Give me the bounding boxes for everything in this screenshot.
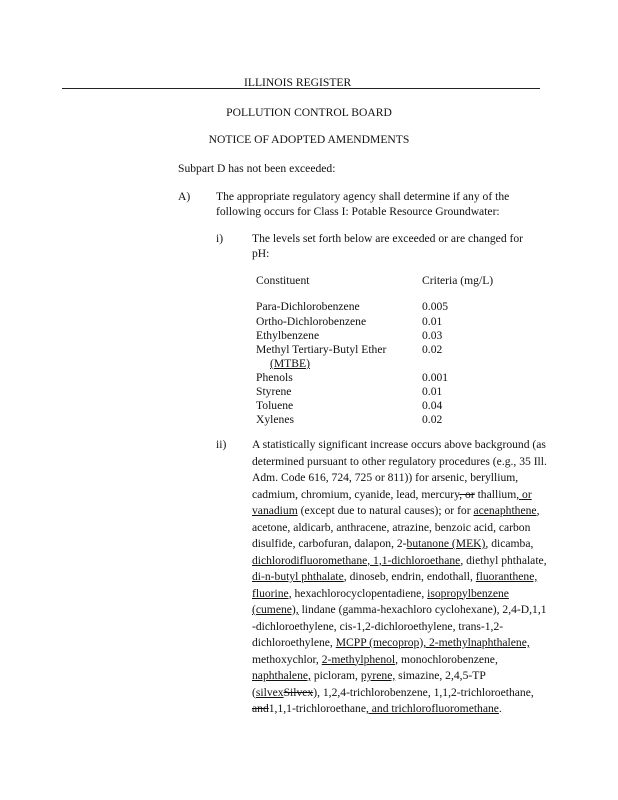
para-ii-inserted: silvex: [255, 685, 284, 699]
para-ii-segment: hexachlorocyclopentadiene,: [291, 586, 428, 600]
para-i-line-1: The levels set forth below are exceeded or are changed for: [252, 232, 524, 245]
para-a-line-1: The appropriate regulatory agency shall determine if any of the: [216, 190, 510, 203]
para-ii-inserted: butanone (MEK): [406, 537, 486, 550]
para-ii-inserted: fluoranthene, fluorine,: [252, 570, 538, 600]
table-row-constituent: Ethylbenzene: [256, 329, 320, 342]
para-a-label: A): [178, 190, 191, 203]
para-ii-inserted: , or vanadium: [252, 487, 532, 517]
para-a-line-2: following occurs for Class I: Potable Resource Groundwater:: [216, 205, 500, 218]
table-row-constituent-cont: (MTBE): [270, 357, 310, 370]
table-row-constituent: Para-Dichlorobenzene: [256, 300, 360, 313]
para-ii-segment: lindane (gamma-hexachloro cyclohexane), 2,4-D,1,1 -dichloroethylene, cis-1,2-dichloroethylene, trans-1,2-dichloroethylene,: [252, 603, 547, 649]
para-ii-segment: .: [498, 702, 502, 715]
para-ii-inserted: MCPP (mecoprop), 2-methylnaphthalene,: [335, 636, 530, 649]
table-row-criteria: 0.04: [422, 399, 443, 412]
para-ii-inserted: isopropylbenzene (cumene),: [252, 586, 509, 616]
para-ii-deleted: Silvex: [283, 685, 314, 699]
para-ii-inserted: 2-methylphenol,: [321, 652, 399, 666]
para-ii-segment: simazine, 2,4,5-TP (: [252, 669, 486, 699]
table-row-criteria: 0.03: [422, 329, 443, 342]
table-row-constituent: Toluene: [256, 399, 294, 412]
para-ii-inserted: dichlorodifluoromethane, 1,1-dichloroethane: [252, 553, 461, 567]
para-ii-deleted: , or: [459, 487, 475, 501]
table-row-criteria: 0.02: [422, 413, 443, 426]
para-ii-deleted: and: [252, 702, 269, 715]
table-row-criteria: 0.02: [422, 343, 443, 356]
para-ii-segment: A statistically significant increase occurs above background (as determined pursuant to other regulatory procedures (e.g., 35 Ill. Adm. Code 616, 724, 725 or 811)) for arsenic, beryllium, cadmium, chromium, cyanide, lead, mercury: [252, 438, 547, 501]
table-row-criteria: 0.01: [422, 315, 443, 328]
para-ii-segment: 1,1,1-trichloroethane: [268, 702, 366, 715]
para-ii-segment: methoxychlor,: [252, 652, 322, 666]
board-title: POLLUTION CONTROL BOARD: [226, 106, 392, 119]
table-row-criteria: 0.01: [422, 385, 443, 398]
para-ii-inserted: acenaphthene: [473, 504, 537, 517]
para-i-line-2: pH:: [252, 247, 270, 260]
table-row-constituent: Xylenes: [256, 413, 294, 426]
para-ii-segment: ), 1,2,4-trichlorobenzene, 1,1,2-trichloroethane,: [313, 685, 534, 699]
table-row-constituent: Ortho-Dichlorobenzene: [256, 315, 367, 328]
table-row-criteria: 0.001: [422, 371, 449, 384]
para-ii-segment: picloram,: [310, 669, 361, 682]
intro-text: Subpart D has not been exceeded:: [178, 162, 336, 175]
table-header-criteria: Criteria (mg/L): [422, 274, 494, 287]
table-row-constituent: Styrene: [256, 385, 292, 398]
table-row-constituent: Methyl Tertiary-Butyl Ether: [256, 343, 387, 356]
para-ii-segment: thallium: [474, 487, 517, 501]
para-ii-segment: , dicamba,: [485, 537, 534, 550]
notice-title: NOTICE OF ADOPTED AMENDMENTS: [208, 133, 410, 146]
table-header-constituent: Constituent: [256, 274, 310, 287]
para-ii-inserted: di-n-butyl phthalate: [252, 570, 344, 583]
table-row-constituent: Phenols: [256, 371, 293, 384]
para-ii-segment: monochlorobenzene,: [398, 652, 498, 666]
para-ii-label: ii): [216, 438, 227, 451]
para-ii-inserted: pyrene,: [360, 669, 396, 682]
para-ii-segment: , acetone, aldicarb, anthracene, atrazine, benzoic acid, carbon disulfide, carbofuran, dalapon, 2-: [252, 504, 540, 550]
table-row-criteria: 0.005: [422, 300, 449, 313]
para-ii-inserted: naphthalene,: [252, 669, 311, 682]
para-ii-inserted: , and trichlorofluoromethane: [365, 702, 499, 715]
para-i-label: i): [216, 232, 224, 245]
para-ii-segment: (except due to natural causes); or for: [297, 504, 474, 517]
register-title: ILLINOIS REGISTER: [244, 76, 352, 89]
para-ii-segment: , dinoseb, endrin, endothall,: [343, 570, 476, 583]
para-ii-body: [252, 437, 548, 718]
para-ii-segment: , diethyl phthalate,: [460, 553, 547, 567]
